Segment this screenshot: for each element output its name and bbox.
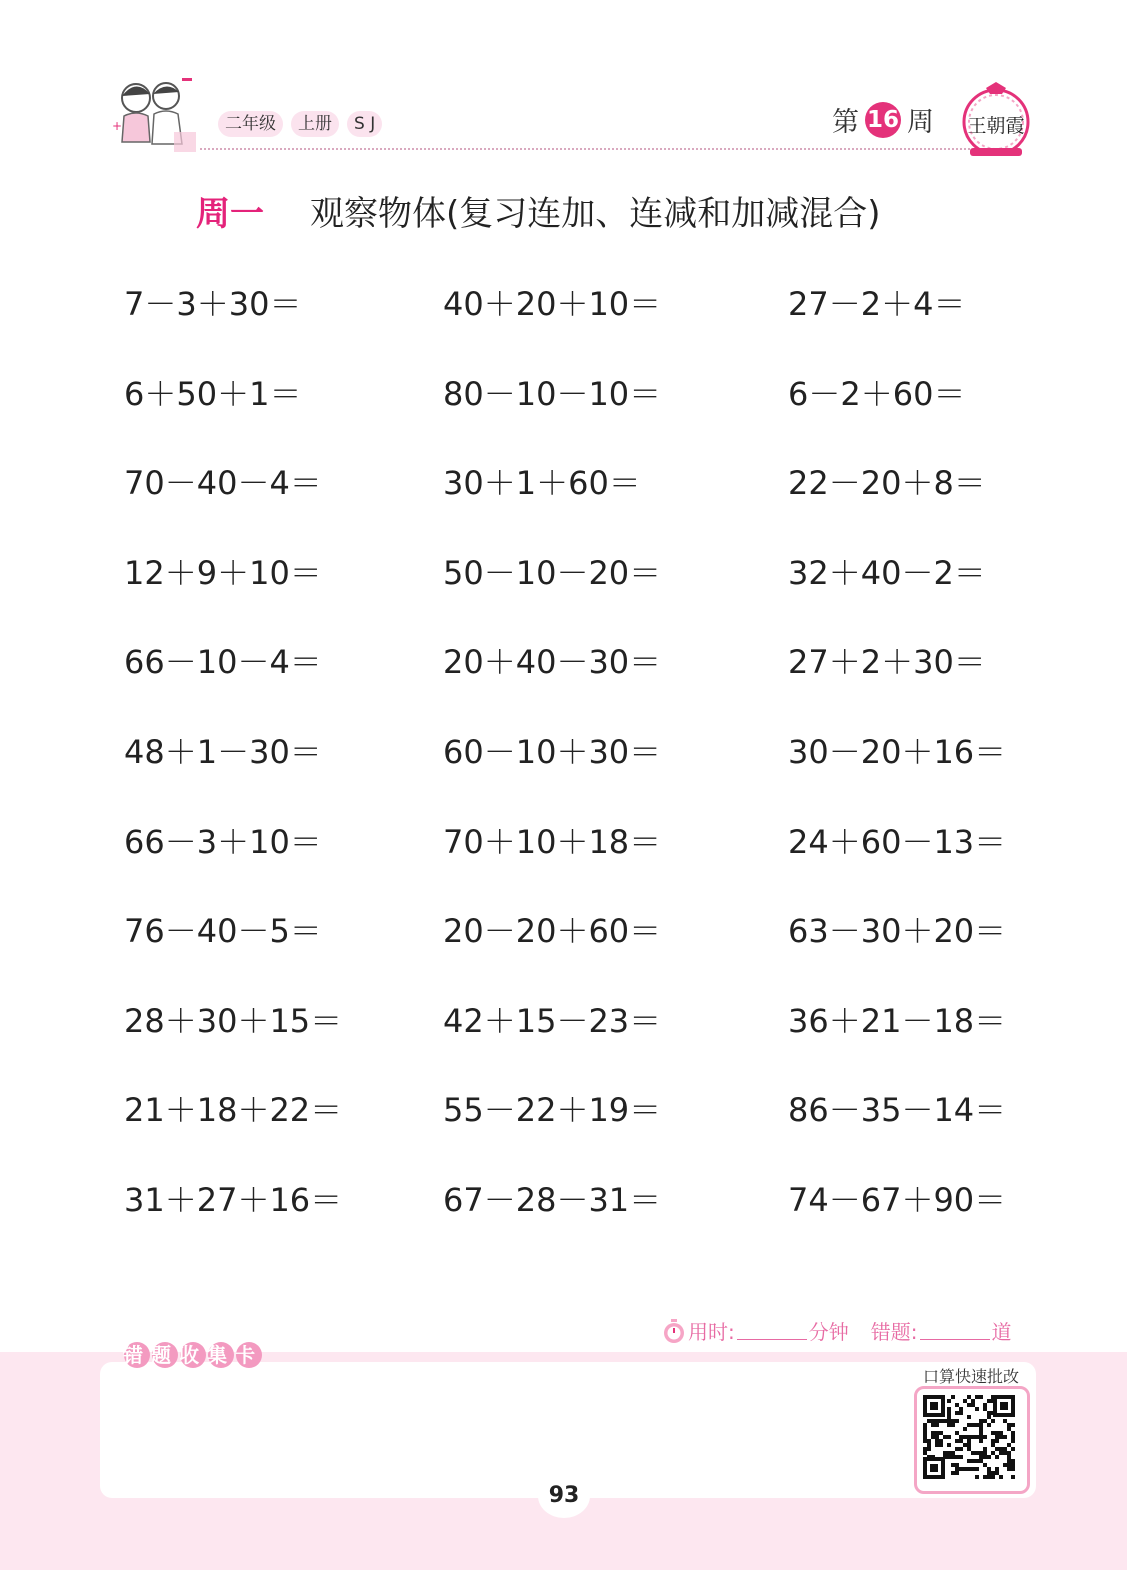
grade-tags — [218, 111, 382, 137]
errors-unit: 道 — [991, 1320, 1012, 1344]
problem-c2-r10: 55－22＋19＝ — [443, 1091, 662, 1130]
problem-c2-r4: 50－10－20＝ — [443, 553, 662, 592]
problem-c3-r3: 22－20＋8＝ — [788, 464, 986, 503]
card-title: 错题收集卡 — [123, 1343, 263, 1367]
kids-illustration-icon — [108, 72, 204, 156]
errors-input-blank[interactable] — [920, 1321, 990, 1340]
problem-c2-r1: 40＋20＋10＝ — [443, 285, 662, 323]
problem-c2-r5: 20＋40－30＝ — [443, 643, 662, 682]
problem-c2-r6: 60－10＋30＝ — [443, 733, 662, 771]
problem-c1-r11: 31＋27＋16＝ — [124, 1181, 343, 1219]
week-number-badge: 16 — [865, 102, 901, 138]
problem-c3-r4: 32＋40－2＝ — [788, 553, 986, 592]
problem-c1-r2: 6＋50＋1＝ — [124, 374, 302, 413]
problem-c1-r1: 7－3＋30＝ — [124, 285, 302, 323]
qr-code-icon — [917, 1389, 1021, 1485]
errors-label: 错题: — [870, 1320, 918, 1344]
day-label: 周一 — [196, 194, 264, 234]
problem-c3-r8: 63－30＋20＝ — [788, 912, 1007, 951]
edition-tag: S J — [347, 111, 382, 137]
problem-c1-r9: 28＋30＋15＝ — [124, 1001, 343, 1040]
svg-text:+: + — [112, 119, 123, 133]
qr-label: 口算快速批改 — [922, 1367, 1019, 1386]
problem-c3-r1: 27－2＋4＝ — [788, 285, 966, 323]
problem-c2-r11: 67－28－31＝ — [443, 1181, 662, 1219]
problem-c1-r10: 21＋18＋22＝ — [124, 1091, 343, 1130]
problem-c2-r9: 42＋15－23＝ — [443, 1001, 662, 1040]
stopwatch-icon — [660, 1317, 688, 1345]
week-indicator — [832, 100, 934, 139]
problem-c1-r7: 66－3＋10＝ — [124, 822, 322, 861]
week-prefix: 第 — [832, 107, 859, 138]
problem-c2-r3: 30＋1＋60＝ — [443, 464, 641, 503]
page-number: 93 — [538, 1474, 590, 1518]
mistake-card-tag — [122, 1340, 264, 1370]
time-unit: 分钟 — [808, 1320, 849, 1344]
logo-text: 王朝霞 — [967, 115, 1025, 137]
qr-section — [912, 1364, 1030, 1492]
volume-tag: 上册 — [291, 111, 339, 137]
problem-c1-r3: 70－40－4＝ — [124, 464, 322, 503]
subject-label: 观察物体(复习连加、连减和加减混合) — [310, 194, 881, 234]
problem-c3-r5: 27＋2＋30＝ — [788, 643, 986, 682]
problem-c1-r5: 66－10－4＝ — [124, 643, 322, 682]
problem-c3-r11: 74－67＋90＝ — [788, 1181, 1007, 1219]
problem-c2-r7: 70＋10＋18＝ — [443, 822, 662, 861]
time-input-blank[interactable] — [737, 1321, 807, 1340]
problem-c3-r10: 86－35－14＝ — [788, 1091, 1007, 1130]
time-label: 用时: — [688, 1320, 735, 1344]
problem-c1-r8: 76－40－5＝ — [124, 912, 322, 951]
problem-c3-r7: 24＋60－13＝ — [788, 822, 1007, 861]
qr-code-frame[interactable] — [914, 1386, 1030, 1494]
problem-c3-r6: 30－20＋16＝ — [788, 733, 1007, 771]
timer-row — [660, 1316, 1012, 1345]
lesson-title — [0, 186, 1127, 234]
problem-c3-r2: 6－2＋60＝ — [788, 374, 966, 413]
grade-tag: 二年级 — [218, 111, 283, 137]
page-header — [0, 0, 1127, 160]
week-suffix: 周 — [907, 107, 934, 138]
problem-c3-r9: 36＋21－18＝ — [788, 1001, 1007, 1040]
brand-logo-icon — [958, 80, 1034, 160]
problem-c2-r8: 20－20＋60＝ — [443, 912, 662, 951]
problem-c1-r6: 48＋1－30＝ — [124, 733, 322, 771]
problem-c1-r4: 12＋9＋10＝ — [124, 553, 322, 592]
problem-c2-r2: 80－10－10＝ — [443, 374, 662, 413]
header-divider — [200, 148, 970, 150]
